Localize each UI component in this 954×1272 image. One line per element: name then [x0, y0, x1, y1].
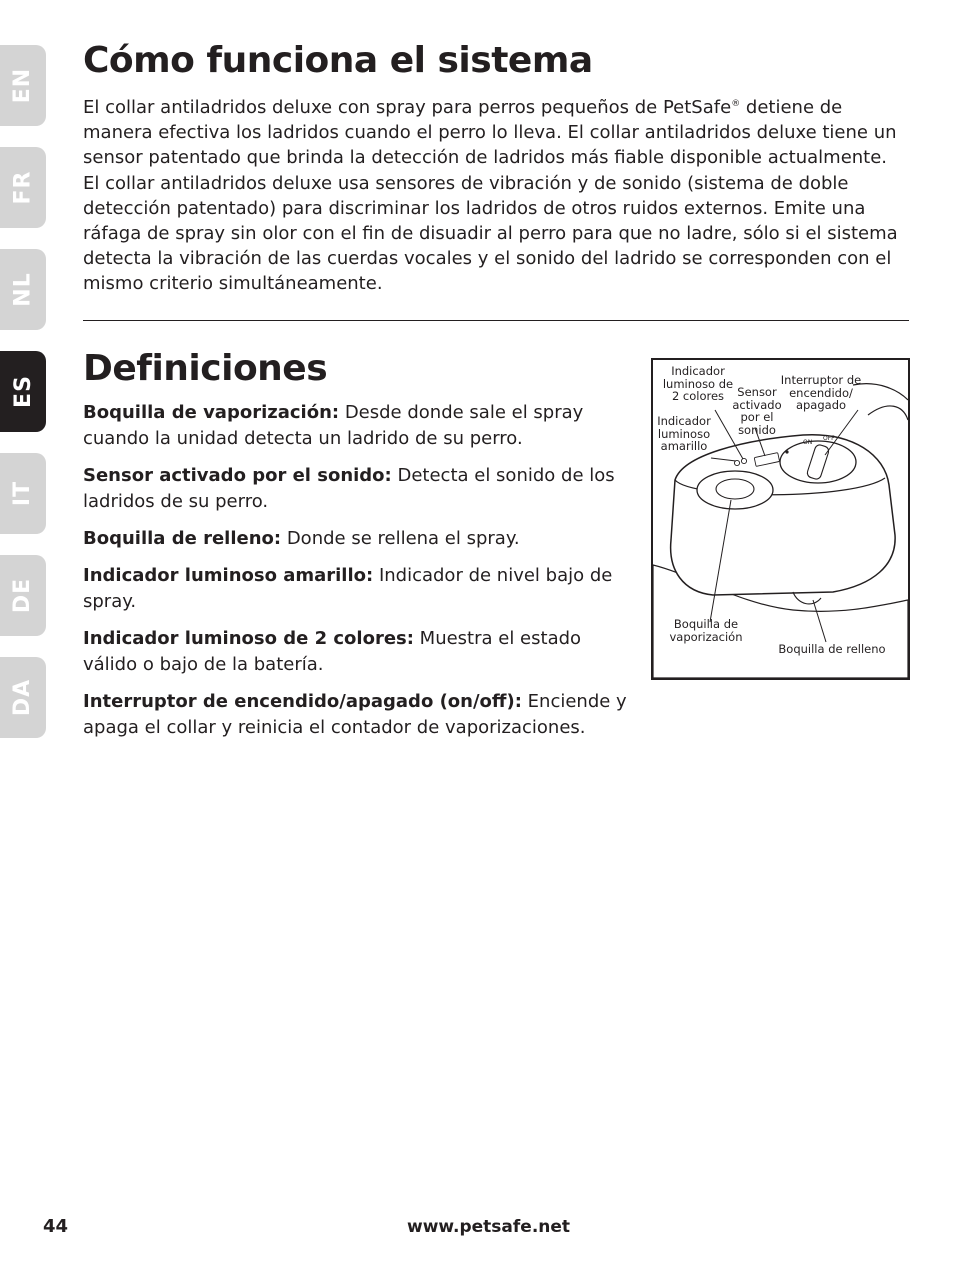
label-sensor-sonido: Sensor activado por el sonido: [732, 385, 782, 437]
definition-item: Indicador luminoso de 2 colores: Muestra el estado válido o bajo de la batería.: [83, 628, 582, 675]
definition-item: Boquilla de vaporización: Desde donde sale el spray cuando la unidad detecta un ladrido de su perro.: [83, 402, 584, 449]
definitions-list: [83, 400, 638, 752]
section-title-como-funciona: Cómo funciona el sistema: [83, 40, 593, 81]
tab-it[interactable]: IT: [0, 453, 46, 534]
switch-on-label: ON: [803, 439, 813, 446]
tab-de[interactable]: DE: [0, 555, 46, 636]
label-boquilla-relleno: Boquilla de relleno: [778, 642, 886, 656]
page-number: 44: [43, 1216, 69, 1237]
definition-item: Indicador luminoso amarillo: Indicador de nivel bajo de spray.: [83, 565, 613, 612]
sensor-dot: [785, 450, 788, 453]
two-color-led: [741, 458, 746, 463]
label-interruptor: Interruptor de encendido/ apagado: [780, 373, 862, 412]
definition-item: Sensor activado por el sonido: Detecta el sonido de los ladridos de su perro.: [83, 465, 615, 512]
label-boquilla-vaporizacion: Boquilla de vaporización: [669, 617, 743, 644]
tab-da[interactable]: DA: [0, 657, 46, 738]
section-divider: [83, 320, 909, 321]
definition-item: Boquilla de relleno: Donde se rellena el spray.: [83, 528, 520, 549]
switch-off-label: OFF: [823, 435, 835, 442]
section-title-definiciones: Definiciones: [83, 348, 328, 389]
refill-nozzle: [793, 592, 821, 604]
tab-en[interactable]: EN: [0, 45, 46, 126]
label-led-2-colores: Indicador luminoso de 2 colores: [662, 364, 734, 403]
tab-nl[interactable]: NL: [0, 249, 46, 330]
website-url[interactable]: www.petsafe.net: [407, 1217, 571, 1237]
spray-nozzle: [716, 479, 754, 499]
collar-diagram: [651, 358, 910, 680]
tab-es[interactable]: ES: [0, 351, 46, 432]
strap-buckle: [868, 406, 908, 420]
definition-item: Interruptor de encendido/apagado (on/off): Enciende y apaga el collar y reinicia el contador de vaporizaciones.: [83, 691, 627, 738]
registered-mark: ®: [731, 99, 741, 109]
tab-fr[interactable]: FR: [0, 147, 46, 228]
label-led-amarillo: Indicador luminoso amarillo: [657, 414, 711, 453]
intro-paragraph: El collar antiladridos deluxe con spray para perros pequeños de PetSafe® detiene de manera efectiva los ladridos cuando el perro lo lleva. El collar antiladridos deluxe tiene un sensor patentado que brinda la detección de ladridos más fiable disponible actualmente. El collar antiladridos deluxe usa sensores de vibración y de sonido (sistema de doble detección patentado) para discriminar los ladridos de otros ruidos externos. Emite una ráfaga de spray sin olor con el fin de disuadir al perro para que no ladre, sólo si el sistema detecta la vibración de las cuerdas vocales y el sonido del ladrido se corresponden con el mismo criterio simultáneamente.: [83, 97, 898, 295]
